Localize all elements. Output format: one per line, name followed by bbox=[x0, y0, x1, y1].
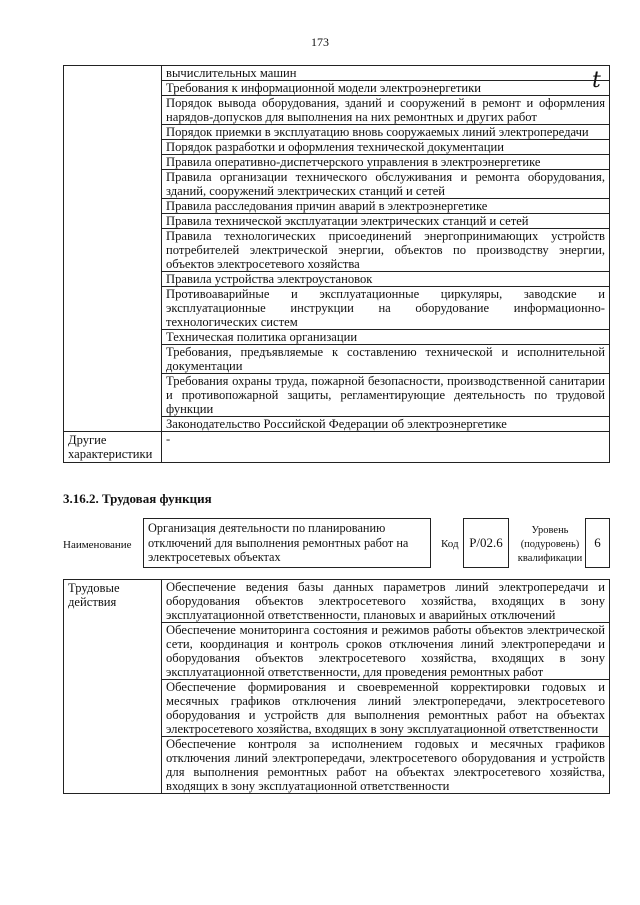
labor-action-item: Обеспечение формирования и своевременной корректировки годовых и месячных графиков отключения линий электропередачи, электросетевого оборудования и устройств для выполнения ремонтных работ на объектах электросетевого хозяйства, входящих в зону эксплуатационной ответственности bbox=[162, 680, 610, 737]
knowledge-item: Правила расследования причин аварий в электроэнергетике bbox=[162, 199, 610, 214]
knowledge-item: Правила устройства электроустановок bbox=[162, 272, 610, 287]
other-characteristics-label: Другие характеристики bbox=[64, 432, 162, 463]
function-name-label: Наименование bbox=[63, 539, 132, 551]
labor-actions-label: Трудовые действия bbox=[64, 580, 162, 794]
qualification-level-value: 6 bbox=[585, 518, 610, 568]
handwritten-mark: t bbox=[592, 68, 601, 93]
labor-actions-table bbox=[63, 579, 610, 794]
page-number: 173 bbox=[311, 35, 329, 49]
labor-action-item: Обеспечение ведения базы данных параметров линий электропередачи и оборудования объектов электросетевого хозяйства, входящих в зону эксплуатационной ответственности, плановых и аварийных отключений bbox=[162, 580, 610, 623]
function-code-label: Код bbox=[441, 538, 459, 550]
knowledge-item: Противоаварийные и эксплуатационные циркуляры, заводские и эксплуатационные инструкции на оборудование информационно-технологических систем bbox=[162, 287, 610, 330]
knowledge-item: Порядок приемки в эксплуатацию вновь сооружаемых линий электропередачи bbox=[162, 125, 610, 140]
function-code-value: Р/02.6 bbox=[463, 518, 509, 568]
knowledge-item: Техническая политика организации bbox=[162, 330, 610, 345]
section-title: 3.16.2. Трудовая функция bbox=[63, 491, 212, 506]
knowledge-item: Порядок вывода оборудования, зданий и сооружений в ремонт и оформления нарядов-допусков для выполнения на них ремонтных и других работ bbox=[162, 96, 610, 125]
knowledge-item: Правила оперативно-диспетчерского управления в электроэнергетике bbox=[162, 155, 610, 170]
labor-action-item: Обеспечение мониторинга состояния и режимов работы объектов электрической сети, координация и контроль сроков отключения линий электропередачи и оборудования объектов электросетевого хозяйства, входящих в зону эксплуатационной ответственности, для проведения ремонтных работ bbox=[162, 623, 610, 680]
knowledge-item: Порядок разработки и оформления технической документации bbox=[162, 140, 610, 155]
knowledge-item: Законодательство Российской Федерации об электроэнергетике bbox=[162, 417, 610, 432]
knowledge-item: вычислительных машин bbox=[162, 66, 610, 81]
knowledge-item: Требования охраны труда, пожарной безопасности, производственной санитарии и противопожарной защиты, регламентирующие деятельность по трудовой функции bbox=[162, 374, 610, 417]
other-characteristics-value: - bbox=[162, 432, 610, 463]
knowledge-table bbox=[63, 65, 610, 463]
qualification-level-label: Уровень (подуровень) квалификации bbox=[517, 525, 583, 564]
function-name-value: Организация деятельности по планированию отключений для выполнения ремонтных работ на электросетевых объектах bbox=[143, 518, 431, 568]
knowledge-item: Правила технологических присоединений энергопринимающих устройств потребителей электрической энергии, объектов по производству энергии, объектов электросетевого хозяйства bbox=[162, 229, 610, 272]
knowledge-item: Требования, предъявляемые к составлению технической и исполнительной документации bbox=[162, 345, 610, 374]
knowledge-label-cell bbox=[64, 66, 162, 432]
labor-action-item: Обеспечение контроля за исполнением годовых и месячных графиков отключения линий электропередачи, электросетевого оборудования и устройств для выполнения ремонтных работ на объектах электросетевого хозяйства, входящих в зону эксплуатационной ответственности bbox=[162, 737, 610, 794]
knowledge-item: Требования к информационной модели электроэнергетики bbox=[162, 81, 610, 96]
knowledge-item: Правила технической эксплуатации электрических станций и сетей bbox=[162, 214, 610, 229]
knowledge-item: Правила организации технического обслуживания и ремонта оборудования, зданий, сооружений электрических станций и сетей bbox=[162, 170, 610, 199]
